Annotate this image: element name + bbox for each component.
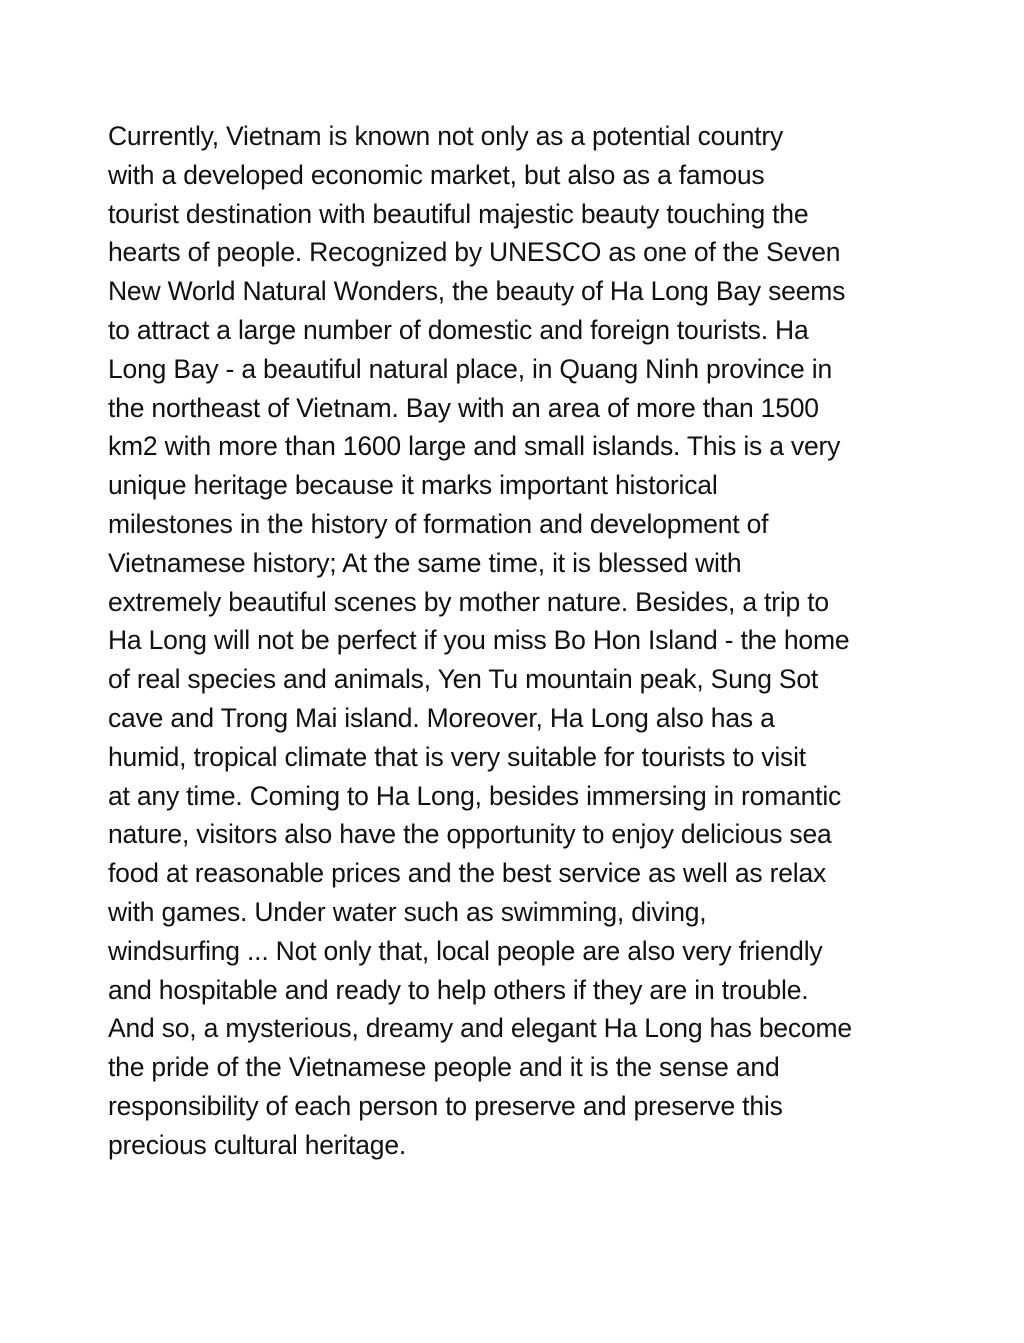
paragraph-line: tourist destination with beautiful majestic beauty touching the bbox=[108, 198, 809, 229]
paragraph-line: nature, visitors also have the opportunity to enjoy delicious sea bbox=[108, 819, 832, 850]
paragraph-line: km2 with more than 1600 large and small islands. This is a very bbox=[108, 431, 841, 462]
paragraph-line: humid, tropical climate that is very suitable for tourists to visit bbox=[108, 741, 806, 772]
paragraph-line: Vietnamese history; At the same time, it is blessed with bbox=[108, 547, 742, 578]
paragraph-line: of real species and animals, Yen Tu mountain peak, Sung Sot bbox=[108, 664, 819, 695]
paragraph-line: And so, a mysterious, dreamy and elegant Ha Long has become bbox=[108, 1013, 852, 1044]
paragraph-line: milestones in the history of formation and development of bbox=[108, 508, 769, 539]
paragraph-line: precious cultural heritage. bbox=[108, 1129, 407, 1160]
paragraph-line: Long Bay - a beautiful natural place, in Quang Ninh province in bbox=[108, 353, 832, 384]
paragraph-line: Ha Long will not be perfect if you miss Bo Hon Island - the home bbox=[108, 625, 850, 656]
paragraph-line: and hospitable and ready to help others if they are in trouble. bbox=[108, 974, 809, 1005]
paragraph-line: at any time. Coming to Ha Long, besides immersing in romantic bbox=[108, 780, 842, 811]
paragraph-line: extremely beautiful scenes by mother nature. Besides, a trip to bbox=[108, 586, 829, 617]
paragraph-line: the pride of the Vietnamese people and it is the sense and bbox=[108, 1052, 780, 1083]
paragraph-line: with games. Under water such as swimming, diving, bbox=[108, 896, 707, 927]
paragraph-line: cave and Trong Mai island. Moreover, Ha Long also has a bbox=[108, 702, 775, 733]
paragraph-line: New World Natural Wonders, the beauty of Ha Long Bay seems bbox=[108, 276, 846, 307]
paragraph-line: windsurfing ... Not only that, local people are also very friendly bbox=[108, 935, 823, 966]
paragraph-line: unique heritage because it marks important historical bbox=[108, 470, 718, 501]
body-paragraph bbox=[108, 117, 988, 1165]
paragraph-line: Currently, Vietnam is known not only as a potential country bbox=[108, 121, 784, 151]
paragraph-line: the northeast of Vietnam. Bay with an area of more than 1500 bbox=[108, 392, 819, 423]
paragraph-line: hearts of people. Recognized by UNESCO as one of the Seven bbox=[108, 237, 841, 268]
paragraph-line: with a developed economic market, but also as a famous bbox=[108, 159, 765, 190]
paragraph-line: to attract a large number of domestic and foreign tourists. Ha bbox=[108, 314, 809, 345]
paragraph-line: food at reasonable prices and the best service as well as relax bbox=[108, 858, 827, 889]
paragraph-line: responsibility of each person to preserve and preserve this bbox=[108, 1090, 783, 1121]
